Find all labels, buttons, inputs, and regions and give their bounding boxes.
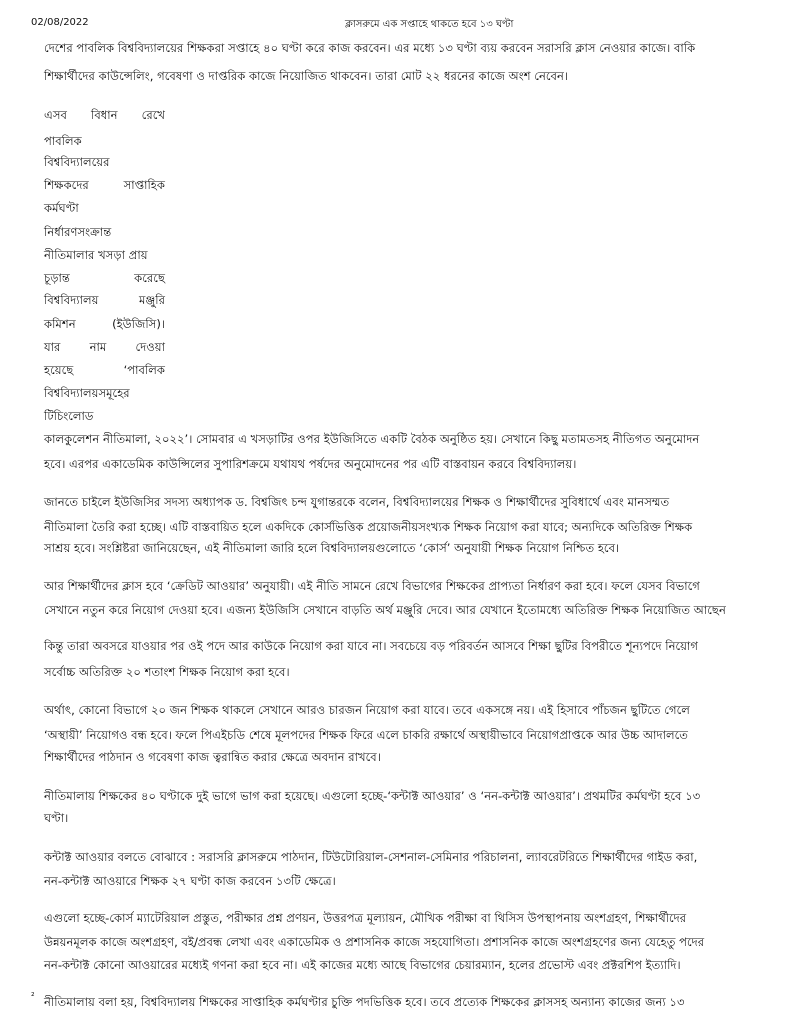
narrow-column-word: দেওয়া (135, 340, 165, 354)
narrow-column-line (44, 342, 165, 354)
narrow-column-line (44, 110, 165, 122)
narrow-column-line (44, 295, 165, 307)
narrow-column-word: বিশ্ববিদ্যালয়ের (44, 155, 110, 169)
paragraph-6-line: অর্থাৎ, কোনো বিভাগে ২০ জন শিক্ষক থাকলে সেখানে আরও চারজন নিয়োগ করা যাবে। তবে একসঙ্গে নয়। এই হিসাবে পাঁচজন ছুটিতে গেলে (44, 703, 690, 717)
narrow-column-line (44, 273, 165, 285)
narrow-column-line (44, 365, 165, 377)
paragraph-9-line: এগুলো হচ্ছে-কোর্স ম্যাটেরিয়াল প্রস্তুত, পরীক্ষার প্রশ্ন প্রণয়ন, উত্তরপত্র মূল্যায়ন, মৌখিক পরীক্ষা বা থিসিস উপস্থাপনায় অংশগ্রহণ, শিক্ষার্থীদের (44, 911, 687, 925)
narrow-column-word: ‘পাবলিক (123, 363, 165, 377)
header-date: 02/08/2022 (31, 17, 89, 28)
paragraph-3-line: জানতে চাইলে ইউজিসির সদস্য অধ্যাপক ড. বিশ্বজিৎ চন্দ যুগান্তরকে বলেন, বিশ্ববিদ্যালয়ের শিক্ষক ও শিক্ষার্থীদের সুবিধার্থে এবং মানসম্মত (44, 495, 670, 509)
narrow-column-line (44, 203, 165, 215)
paragraph-6-line: ‘অস্থায়ী’ নিয়োগও বন্ধ হবে। ফলে পিএইচডি শেষে মূলপদের শিক্ষক ফিরে এলে চাকরি রক্ষার্থে অস্থায়ীভাবে নিয়োগপ্রাপ্তকে আর উচ্চ আদালতে (44, 728, 688, 742)
narrow-column-word: করেছে (134, 271, 165, 285)
paragraph-7-line: ঘণ্টা। (44, 811, 69, 825)
narrow-column-line (44, 411, 165, 423)
narrow-column-word: শিক্ষকদের (44, 178, 89, 192)
narrow-column-word: কর্মঘণ্টা (44, 201, 79, 215)
paragraph-1-line: দেশের পাবলিক বিশ্ববিদ্যালয়ের শিক্ষকরা সপ্তাহে ৪০ ঘণ্টা করে কাজ করবেন। এর মধ্যে ১৩ ঘণ্টা ব্যয় করবেন সরাসরি ক্লাস নেওয়ার কাজে। বাকি (44, 41, 696, 55)
narrow-column-line (44, 227, 165, 239)
narrow-column-line (44, 157, 165, 169)
paragraph-8-line: নন-কন্টাক্ট আওয়ারে শিক্ষক ২৭ ঘণ্টা কাজ করবেন ১৩টি ক্ষেত্রে। (44, 874, 336, 888)
narrow-column-word: যার (44, 340, 61, 354)
narrow-column-word: (ইউজিসি)। (112, 317, 165, 331)
paragraph-8-line: কন্টাক্ট আওয়ার বলতে বোঝাবে : সরাসরি ক্লাসরুমে পাঠদান, টিউটোরিয়াল-সেশনাল-সেমিনার পরিচালনা, ল্যাবরেটরিতে শিক্ষার্থীদের গাইড করা, (44, 850, 698, 864)
narrow-column-word: মঞ্জুরি (138, 293, 165, 307)
narrow-column-line (44, 136, 165, 148)
header-title: ক্লাসরুমে এক সপ্তাহে থাকতে হবে ১৩ ঘণ্টা (345, 19, 514, 30)
paragraph-3-line: নীতিমালা তৈরি করা হচ্ছে। এটি বাস্তবায়িত হলে একদিকে কোর্সভিত্তিক প্রয়োজনীয়সংখ্যক শিক্ষক নিয়োগ করা যাবে; অন্যদিকে অতিরিক্ত শিক্ষক (44, 520, 693, 534)
narrow-column-word: টিচিংলোড (44, 409, 94, 423)
paragraph-3-line: সাশ্রয় হবে। সংশ্লিষ্টরা জানিয়েছেন, এই নীতিমালা জারি হলে বিশ্ববিদ্যালয়গুলোতে ‘কোর্স’ অনুযায়ী শিক্ষক নিয়োগ নিশ্চিত হবে। (44, 541, 620, 555)
narrow-column-word: বিশ্ববিদ্যালয় (44, 293, 99, 307)
narrow-column-word: হয়েছে (44, 363, 74, 377)
paragraph-9-line: উন্নয়নমূলক কাজে অংশগ্রহণ, বই/প্রবন্ধ লেখা এবং একাডেমিক ও প্রশাসনিক কাজে সহযোগিতা। প্রশাসনিক কাজে অংশগ্রহণের জন্য যেহেতু পদের (44, 935, 705, 949)
footnote-marker: ² (31, 992, 35, 1002)
paragraph-5-line: কিন্তু তারা অবসরে যাওয়ার পর ওই পদে আর কাউকে নিয়োগ করা যাবে না। সবচেয়ে বড় পরিবর্তন আসবে শিক্ষা ছুটির বিপরীতে শূন্যপদে নিয়োগ (44, 639, 698, 653)
narrow-column-word: বিধান (91, 108, 118, 122)
paragraph-6-line: শিক্ষার্থীদের পাঠদান ও গবেষণা কাজ ত্বরান্বিত করার ক্ষেত্রে অবদান রাখবে। (44, 750, 381, 764)
narrow-column-word: এসব (44, 108, 67, 122)
narrow-column-word: পাবলিক (44, 134, 82, 148)
narrow-column-line (44, 319, 165, 331)
narrow-column-line (44, 180, 165, 192)
narrow-column-word: চূড়ান্ত (44, 271, 70, 285)
paragraph-4-line: আর শিক্ষার্থীদের ক্লাস হবে ‘ক্রেডিট আওয়ার’ অনুযায়ী। এই নীতি সামনে রেখে বিভাগের শিক্ষকের প্রাপ্যতা নির্ধারণ করা হবে। ফলে যেসব বিভাগে (44, 579, 700, 593)
narrow-column-line (44, 250, 165, 262)
narrow-column-word: নির্ধারণসংক্রান্ত (44, 225, 112, 239)
narrow-column-word: রেখে (141, 108, 165, 122)
narrow-column-word: নাম (89, 340, 107, 354)
paragraph-7-line: নীতিমালায় শিক্ষকের ৪০ ঘণ্টাকে দুই ভাগে ভাগ করা হয়েছে। এগুলো হচ্ছে-‘কন্টাক্ট আওয়ার’ ও ‘নন-কন্টাক্ট আওয়ার’। প্রথমটির কর্মঘণ্টা হবে ১৩ (44, 789, 701, 803)
paragraph-10-line: নীতিমালায় বলা হয়, বিশ্ববিদ্যালয় শিক্ষকের সাপ্তাহিক কর্মঘণ্টার চুক্তি পদভিত্তিক হবে। তবে প্রত্যেক শিক্ষকের ক্লাসসহ অন্যান্য কাজের জন্য ১৩ (44, 995, 685, 1009)
paragraph-4-line: সেখানে নতুন করে নিয়োগ দেওয়া হবে। এজন্য ইউজিসি সেখানে বাড়তি অর্থ মঞ্জুরি দেবে। আর যেখানে ইতোমধ্যে অতিরিক্ত শিক্ষক নিয়োজিত আছেন (44, 603, 726, 617)
paragraph-2-line: হবে। এরপর একাডেমিক কাউন্সিলের সুপারিশক্রমে যথাযথ পর্ষদের অনুমোদনের পর এটি বাস্তবায়ন করবে বিশ্ববিদ্যালয়। (44, 457, 577, 471)
paragraph-1-line: শিক্ষার্থীদের কাউন্সেলিং, গবেষণা ও দাপ্তরিক কাজে নিয়োজিত থাকবেন। তারা মোট ২২ ধরনের কাজে অংশ নেবেন। (44, 69, 569, 83)
paragraph-5-line: সর্বোচ্চ অতিরিক্ত ২০ শতাংশ শিক্ষক নিয়োগ করা হবে। (44, 665, 290, 679)
narrow-column-word: বিশ্ববিদ্যালয়সমূহের (44, 386, 130, 400)
paragraph-9-line: নন-কন্টাক্ট কোনো আওয়ারের মধ্যেই গণনা করা হবে না। এই কাজের মধ্যে আছে বিভাগের চেয়ারম্যান, হলের প্রভোস্ট এবং প্রক্টরশিপ ইত্যাদি। (44, 958, 681, 972)
narrow-column-word: নীতিমালার খসড়া প্রায় (44, 248, 148, 262)
narrow-column-line (44, 388, 165, 400)
narrow-column-word: সাপ্তাহিক (123, 178, 165, 192)
paragraph-2-line: কালকুলেশন নীতিমালা, ২০২২’। সোমবার এ খসড়াটির ওপর ইউজিসিতে একটি বৈঠক অনুষ্ঠিত হয়। সেখানে কিছু মতামতসহ নীতিগত অনুমোদন (44, 432, 700, 446)
narrow-column-word: কমিশন (44, 317, 76, 331)
